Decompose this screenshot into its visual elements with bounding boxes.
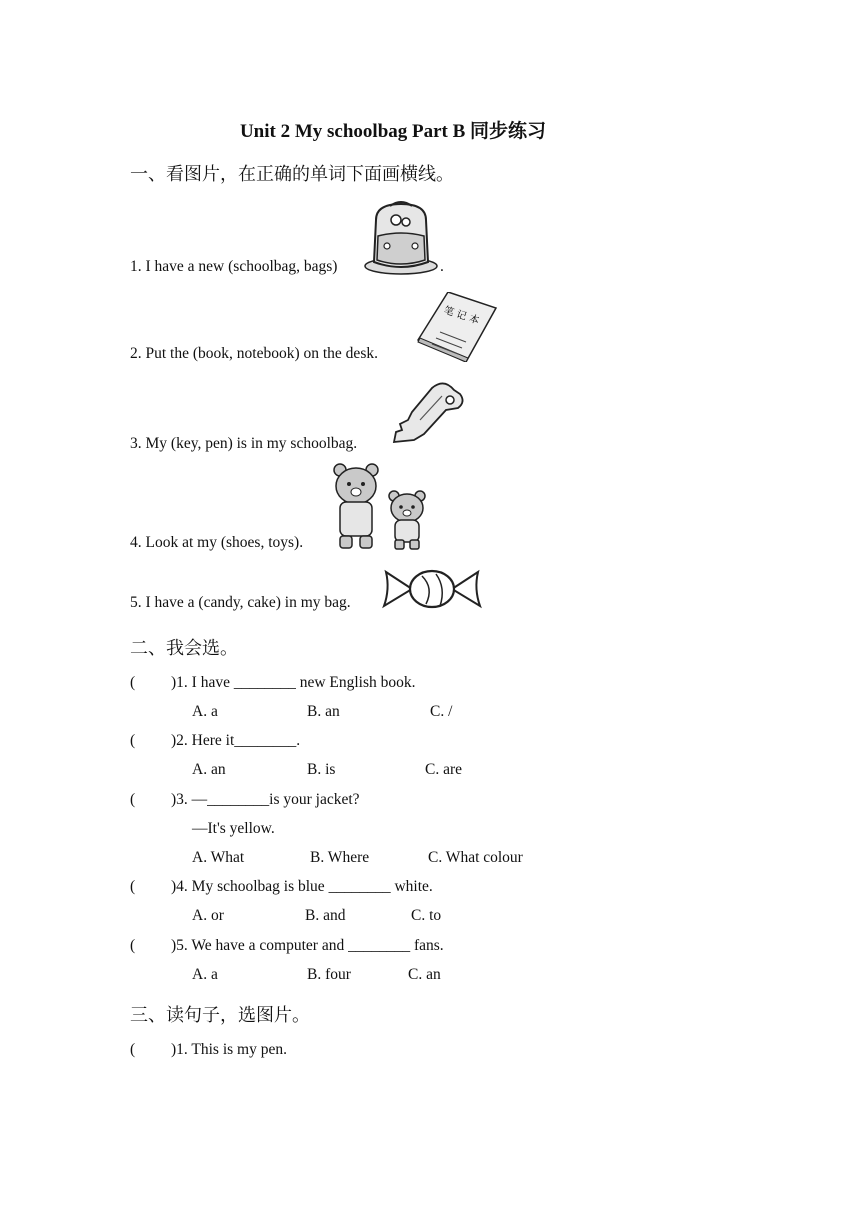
s1-item-2: 2. Put the (book, notebook) on the desk. [130, 345, 378, 362]
page-title: Unit 2 My schoolbag Part B 同步练习 [239, 121, 547, 142]
s2-q4-option-c: C. to [411, 907, 442, 924]
s2-q3-option-a: A. What [192, 849, 245, 866]
s2-q1-bracket: ( [130, 674, 136, 691]
s2-q3-option-c: C. What colour [428, 849, 523, 866]
section2-heading: 二、我会选。 [130, 638, 238, 659]
s3-q1-bracket: ( [130, 1041, 136, 1058]
s2-q4-option-b: B. and [305, 907, 346, 924]
s2-q1-option-a: A. a [192, 703, 218, 720]
section3-heading: 三、读句子，选图片。 [130, 1005, 310, 1026]
s1-item-1-text: 1. I have a new (schoolbag, bags) [130, 258, 338, 275]
s2-q3-stem: )3. —________is your jacket? [171, 791, 360, 808]
s2-q5-option-b: B. four [307, 966, 351, 983]
s1-item-4: 4. Look at my (shoes, toys). [130, 534, 304, 551]
schoolbag-icon [362, 200, 440, 276]
notebook-label: 笔 记 本 [442, 305, 481, 327]
s1-item-1-tail: . [440, 258, 444, 275]
candy-icon [382, 566, 482, 612]
s2-q2-option-a: A. an [192, 761, 226, 778]
s1-item-5: 5. I have a (candy, cake) in my bag. [130, 594, 351, 611]
s2-q3-bracket: ( [130, 791, 136, 808]
s2-q4-option-a: A. or [192, 907, 224, 924]
s2-q5-option-c: C. an [408, 966, 441, 983]
section1-heading: 一、看图片，在正确的单词下面画横线。 [130, 164, 454, 185]
s3-q1-stem: )1. This is my pen. [171, 1041, 287, 1058]
s2-q4-bracket: ( [130, 878, 136, 895]
s2-q4-stem: )4. My schoolbag is blue ________ white. [171, 878, 433, 895]
s2-q3-option-b: B. Where [310, 849, 370, 866]
s1-item-3: 3. My (key, pen) is in my schoolbag. [130, 435, 358, 452]
s2-q2-option-c: C. are [425, 761, 463, 778]
s2-q5-option-a: A. a [192, 966, 218, 983]
s2-q2-stem: )2. Here it________. [171, 732, 301, 749]
s1-item-1 [130, 258, 337, 276]
notebook-icon [414, 292, 500, 362]
s2-q5-stem: )5. We have a computer and ________ fans. [171, 937, 444, 954]
toy-bears-icon [330, 462, 430, 552]
s2-q1-option-c: C. / [430, 703, 453, 720]
key-icon [386, 380, 468, 452]
s2-q1-option-b: B. an [307, 703, 340, 720]
s2-q2-option-b: B. is [307, 761, 336, 778]
s2-q5-bracket: ( [130, 937, 136, 954]
s2-q3-answer: —It's yellow. [192, 820, 275, 837]
s2-q1-stem: )1. I have ________ new English book. [171, 674, 416, 691]
s2-q2-bracket: ( [130, 732, 136, 749]
